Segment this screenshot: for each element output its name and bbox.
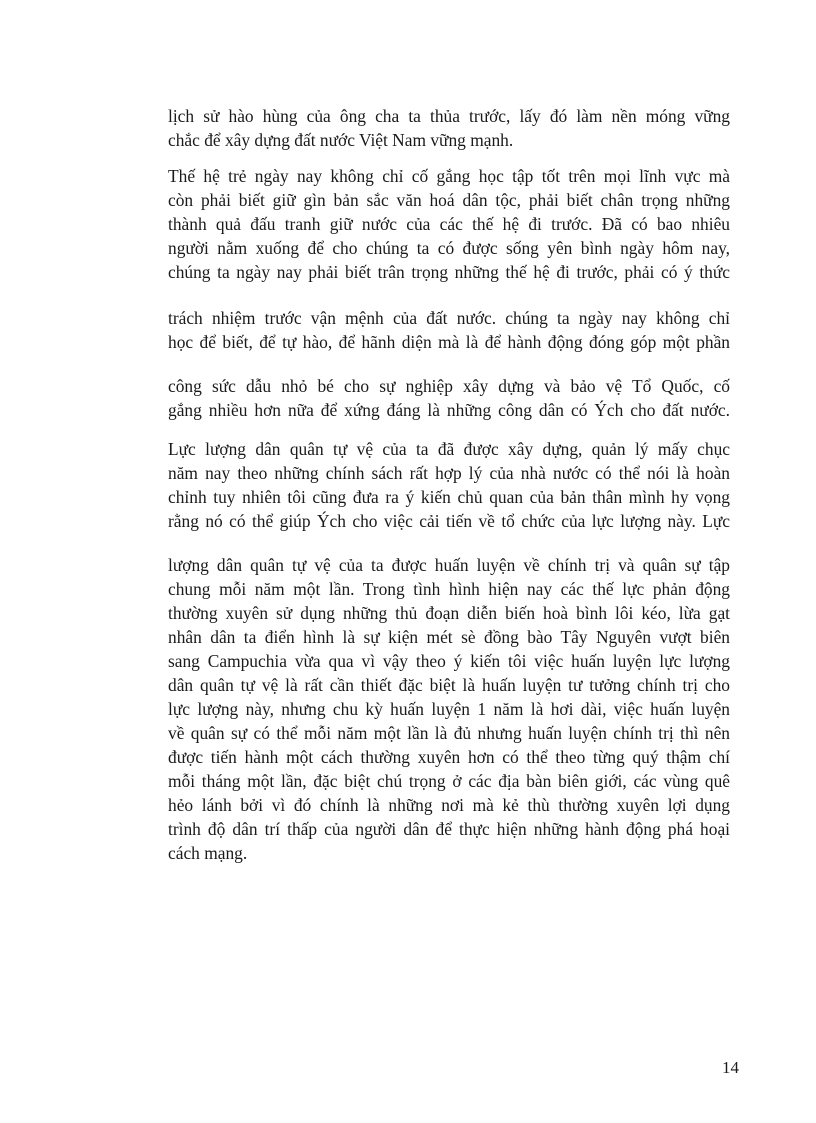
text-line: mỗi tháng một lần, đặc biệt chú trọng ở các địa bàn biên giới, các vùng quê — [168, 771, 730, 791]
text-line: chỉnh tuy nhiên tôi cũng đưa ra ý kiến chủ quan của bản thân mình hy vọng — [168, 487, 730, 507]
paragraph — [168, 374, 730, 422]
text-line: lực lượng này, nhưng chu kỳ huấn luyện 1 năm là hơi dài, việc huấn luyện — [168, 699, 730, 719]
text-line: lượng dân quân tự vệ của ta được huấn luyện về chính trị và quân sự tập — [168, 555, 730, 575]
text-line: rằng nó có thể giúp Ých cho việc cải tiến về tổ chức của lực lượng này. Lực — [168, 511, 730, 531]
text-line: cách mạng. — [168, 843, 248, 863]
text-line: gắng nhiều hơn nữa để xứng đáng là những công dân có Ých cho đất nước. — [168, 400, 730, 420]
text-line: được tiến hành một cách thường xuyên hơn có thể theo từng quý thậm chí — [168, 747, 730, 767]
text-line: lịch sử hào hùng của ông cha ta thủa trước, lấy đó làm nền móng vững — [168, 106, 730, 126]
paragraph — [168, 164, 730, 284]
text-line: Thế hệ trẻ ngày nay không chỉ cố gắng học tập tốt trên mọi lĩnh vực mà — [168, 166, 730, 186]
text-line: còn phải biết giữ gìn bản sắc văn hoá dân tộc, phải biết chân trọng những — [168, 190, 730, 210]
text-line: Lực lượng dân quân tự vệ của ta đã được xây dựng, quản lý mấy chục — [168, 439, 730, 459]
text-line: chung mỗi năm một lần. Trong tình hình hiện nay các thế lực phản động — [168, 579, 730, 599]
text-line: về quân sự có thể mỗi năm một lần là đủ nhưng huấn luyện chính trị thì nên — [168, 723, 730, 743]
text-line: dân quân tự vệ là rất cần thiết đặc biệt là huấn luyện tư tưởng chính trị cho — [168, 675, 730, 695]
text-line: công sức dẫu nhỏ bé cho sự nghiệp xây dựng và bảo vệ Tổ Quốc, cố — [168, 376, 730, 396]
paragraph — [168, 437, 730, 533]
text-line: thường xuyên sử dụng những thủ đoạn diễn biến hoà bình lôi kéo, lừa gạt — [168, 603, 730, 623]
text-line: học để biết, để tự hào, để hãnh diện mà là để hành động đóng góp một phần — [168, 332, 730, 352]
page-number: 14 — [722, 1058, 739, 1077]
paragraph — [168, 553, 730, 865]
text-line: hẻo lánh bởi vì đó chính là những nơi mà kẻ thù thường xuyên lợi dụng — [168, 795, 730, 815]
text-line: năm nay theo những chính sách rất hợp lý của nhà nước có thể nói là hoàn — [168, 463, 730, 483]
text-line: chúng ta ngày nay phải biết trân trọng những thế hệ đi trước, phải có ý thức — [168, 262, 730, 282]
text-line: thành quả đấu tranh giữ nước của các thế hệ đi trước. Đã có bao nhiêu — [168, 214, 730, 234]
text-line: chắc để xây dựng đất nước Việt Nam vững mạnh. — [168, 130, 514, 150]
text-line: trách nhiệm trước vận mệnh của đất nước. chúng ta ngày nay không chỉ — [168, 308, 730, 328]
text-line: sang Campuchia vừa qua vì vậy theo ý kiến tôi việc huấn luyện lực lượng — [168, 651, 730, 671]
text-line: người nằm xuống để cho chúng ta có được sống yên bình ngày hôm nay, — [168, 238, 730, 258]
text-line: trình độ dân trí thấp của người dân để thực hiện những hành động phá hoại — [168, 819, 730, 839]
body-text — [168, 104, 730, 865]
text-line: nhân dân ta điển hình là sự kiện mét sè đồng bào Tây Nguyên vượt biên — [168, 627, 730, 647]
paragraph — [168, 306, 730, 354]
paragraph — [168, 104, 730, 152]
